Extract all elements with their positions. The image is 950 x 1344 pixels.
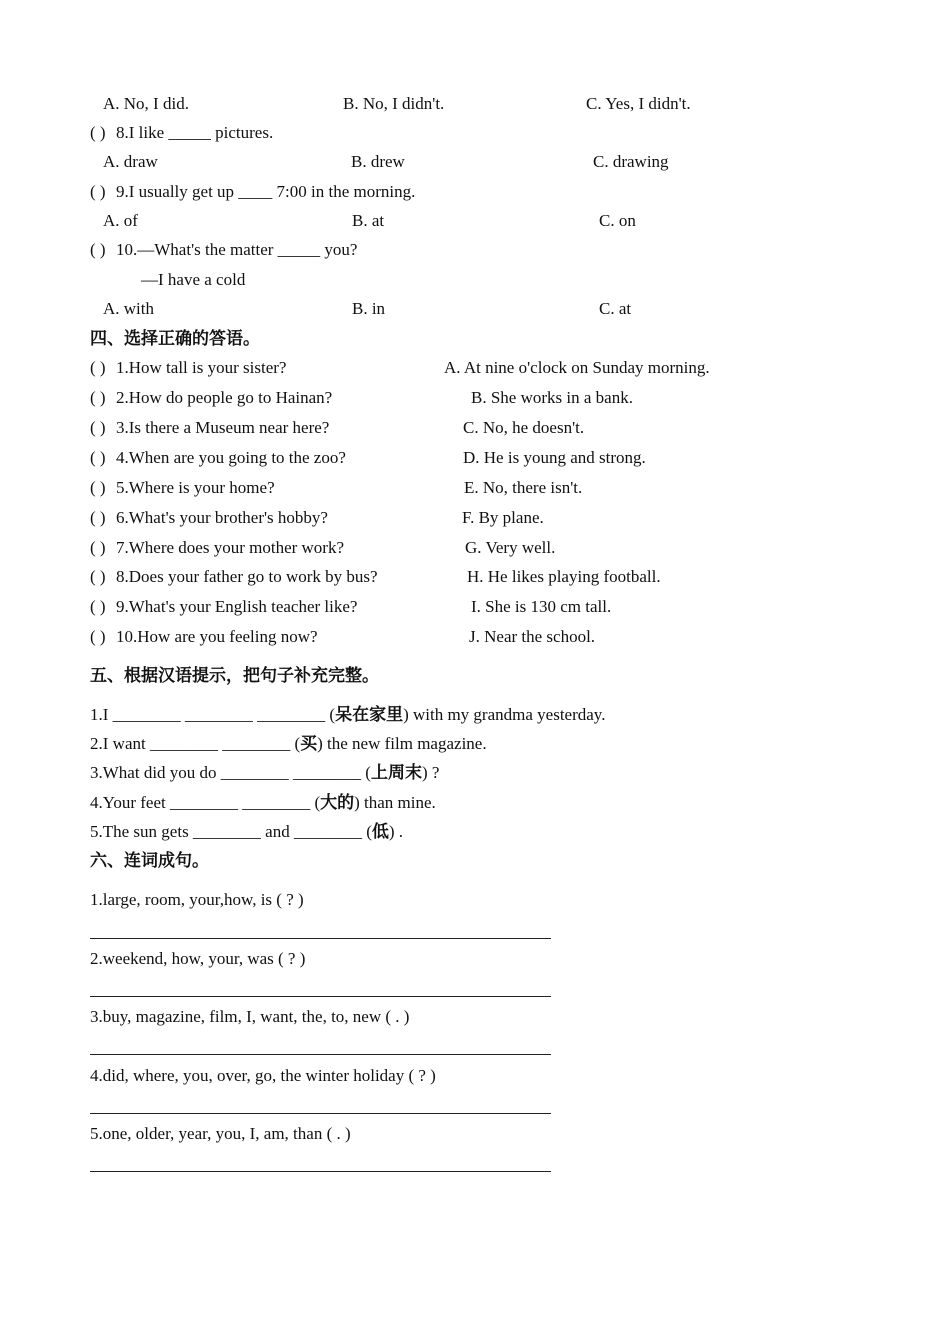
s5-item-5[interactable] [90, 822, 403, 842]
s5-item-4-post: ) than mine. [354, 793, 436, 812]
s5-item-1[interactable] [90, 705, 605, 725]
s5-item-4[interactable] [90, 793, 436, 813]
s5-item-5-post: ) . [388, 822, 404, 841]
q8-bracket[interactable]: ( ) [90, 123, 106, 142]
s4-q10-bracket[interactable]: ( ) [90, 627, 106, 646]
s4-q3-question: 3.Is there a Museum near here? [116, 418, 330, 437]
s5-item-3-pre: 3.What did you do ________ ________ ( [90, 763, 371, 782]
s4-q3-bracket[interactable]: ( ) [90, 418, 106, 437]
s6-answer-line-2[interactable] [90, 996, 551, 997]
s4-q8-bracket[interactable]: ( ) [90, 567, 106, 586]
s4-q6-question: 6.What's your brother's hobby? [116, 508, 328, 527]
s5-item-2-pre: 2.I want ________ ________ ( [90, 734, 301, 753]
s5-item-3-post: ) ? [421, 763, 440, 782]
s4-q7-bracket[interactable]: ( ) [90, 538, 106, 557]
s6-answer-line-3[interactable] [90, 1054, 551, 1055]
s5-item-1-pre: 1.I ________ ________ ________ ( [90, 705, 336, 724]
s4-q1-bracket[interactable]: ( ) [90, 358, 106, 377]
s4-answer-j: J. Near the school. [469, 627, 596, 646]
s5-item-2-hint: 买 [300, 734, 318, 753]
q9-bracket[interactable]: ( ) [90, 182, 106, 201]
s5-item-2-post: ) the new film magazine. [317, 734, 487, 753]
s6-answer-line-4[interactable] [90, 1113, 551, 1114]
s4-q6-bracket[interactable]: ( ) [90, 508, 106, 527]
q9-option-a: A. of [103, 211, 138, 230]
s4-q5-question: 5.Where is your home? [116, 478, 275, 497]
s5-item-3[interactable] [90, 763, 439, 783]
section6-title: 六、连词成句。 [90, 851, 209, 871]
q9-option-c: C. on [599, 211, 636, 230]
q7-option-a: A. No, I did. [103, 94, 189, 113]
q10-option-c: C. at [599, 299, 632, 318]
s4-q10-question: 10.How are you feeling now? [116, 627, 318, 646]
q8-option-c: C. drawing [593, 152, 669, 171]
q7-option-b: B. No, I didn't. [343, 94, 445, 113]
q8-text: 8.I like _____ pictures. [116, 123, 274, 142]
s6-prompt-4: 4.did, where, you, over, go, the winter holiday ( ? ) [90, 1066, 436, 1085]
q9-text: 9.I usually get up ____ 7:00 in the morning. [116, 182, 416, 201]
s5-item-5-pre: 5.The sun gets ________ and ________ ( [90, 822, 372, 841]
q8-option-a: A. draw [103, 152, 158, 171]
s4-answer-h: H. He likes playing football. [467, 567, 661, 586]
s4-answer-d: D. He is young and strong. [463, 448, 646, 467]
q10-option-b: B. in [352, 299, 386, 318]
q10-line2: —I have a cold [141, 270, 246, 289]
s4-q2-question: 2.How do people go to Hainan? [116, 388, 333, 407]
s5-item-2[interactable] [90, 734, 487, 754]
s6-prompt-1: 1.large, room, your,how, is ( ? ) [90, 890, 304, 909]
s6-prompt-2: 2.weekend, how, your, was ( ? ) [90, 949, 306, 968]
q10-bracket[interactable]: ( ) [90, 240, 106, 259]
s5-item-1-post: ) with my grandma yesterday. [403, 705, 606, 724]
q8-option-b: B. drew [351, 152, 405, 171]
s6-answer-line-5[interactable] [90, 1171, 551, 1172]
s4-answer-i: I. She is 130 cm tall. [471, 597, 612, 616]
s4-q4-question: 4.When are you going to the zoo? [116, 448, 346, 467]
s4-q5-bracket[interactable]: ( ) [90, 478, 106, 497]
s6-prompt-5: 5.one, older, year, you, I, am, than ( . ) [90, 1124, 351, 1143]
s4-answer-c: C. No, he doesn't. [463, 418, 585, 437]
s6-prompt-3: 3.buy, magazine, film, I, want, the, to, new ( . ) [90, 1007, 410, 1026]
s4-q1-question: 1.How tall is your sister? [116, 358, 287, 377]
s4-answer-g: G. Very well. [465, 538, 556, 557]
s4-answer-f: F. By plane. [462, 508, 544, 527]
s4-q8-question: 8.Does your father go to work by bus? [116, 567, 378, 586]
s5-item-4-hint: 大的 [320, 793, 355, 812]
s5-item-4-pre: 4.Your feet ________ ________ ( [90, 793, 321, 812]
q7-option-c: C. Yes, I didn't. [586, 94, 691, 113]
s4-q9-bracket[interactable]: ( ) [90, 597, 106, 616]
s4-q4-bracket[interactable]: ( ) [90, 448, 106, 467]
s5-item-3-hint: 上周末 [370, 763, 422, 782]
s4-q9-question: 9.What's your English teacher like? [116, 597, 358, 616]
s6-answer-line-1[interactable] [90, 938, 551, 939]
s4-q2-bracket[interactable]: ( ) [90, 388, 106, 407]
q10-text: 10.—What's the matter _____ you? [116, 240, 358, 259]
section4-title: 四、选择正确的答语。 [90, 329, 260, 349]
s5-item-1-hint: 呆在家里 [335, 705, 404, 724]
q9-option-b: B. at [352, 211, 385, 230]
s4-q7-question: 7.Where does your mother work? [116, 538, 345, 557]
s4-answer-b: B. She works in a bank. [471, 388, 633, 407]
s5-item-5-hint: 低 [371, 822, 389, 841]
s4-answer-e: E. No, there isn't. [464, 478, 583, 497]
section5-title: 五、根据汉语提示，把句子补充完整。 [90, 666, 379, 686]
s4-answer-a: A. At nine o'clock on Sunday morning. [444, 358, 710, 377]
q10-option-a: A. with [103, 299, 154, 318]
